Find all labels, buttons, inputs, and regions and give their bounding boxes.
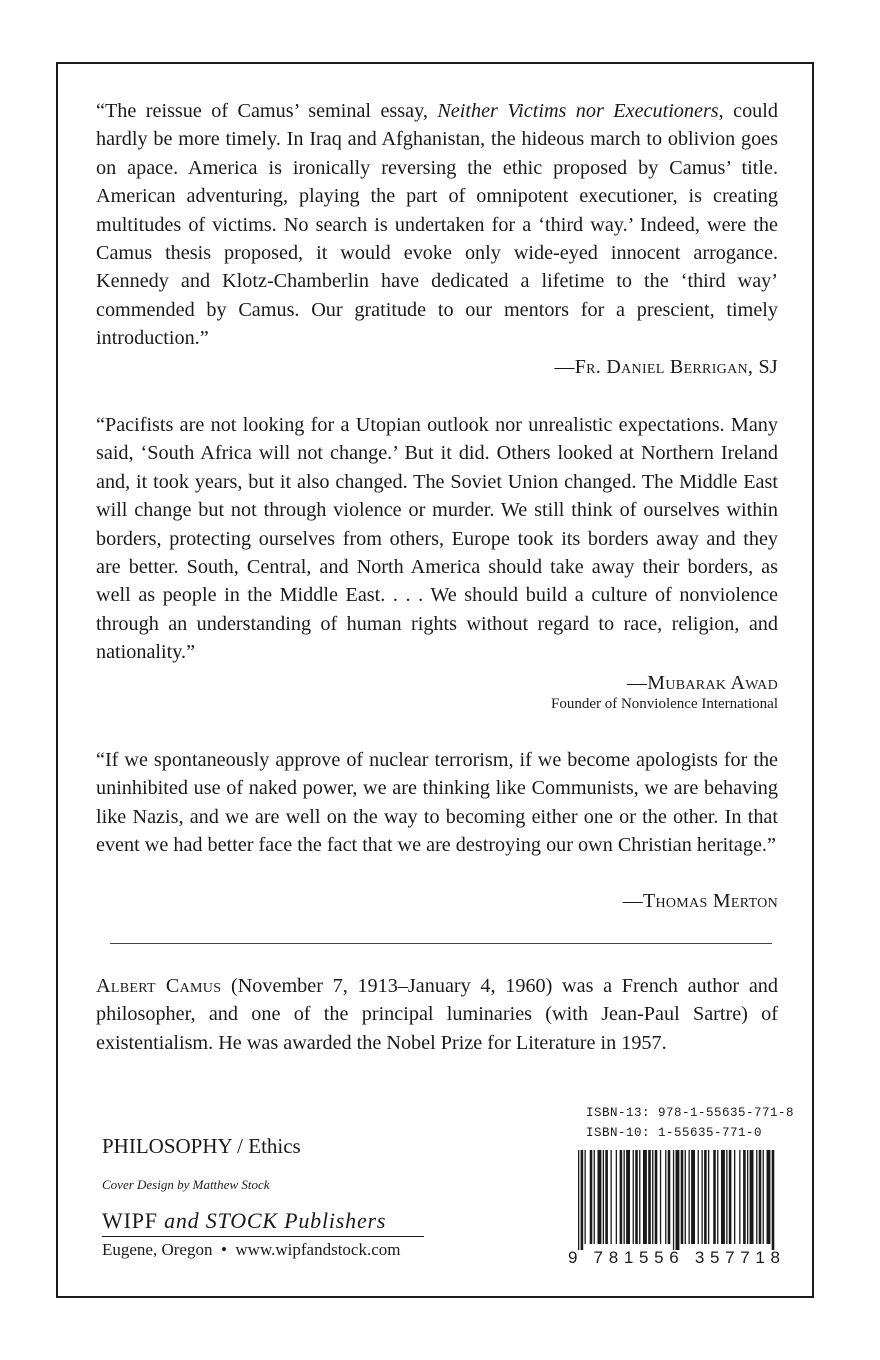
barcode-bar <box>603 1150 604 1244</box>
attribution-berrigan: —Fr. Daniel Berrigan, SJ <box>554 356 778 378</box>
barcode-bar <box>734 1150 735 1244</box>
isbn-10: ISBN-10: 1-55635-771-0 <box>586 1126 763 1140</box>
quote-berrigan-text-start: “The reissue of Camus’ seminal essay, <box>96 100 438 122</box>
barcode-bars <box>578 1150 774 1250</box>
author-name: Albert Camus <box>96 975 222 997</box>
barcode-bar <box>611 1150 612 1244</box>
barcode-bar <box>698 1150 699 1244</box>
barcode-bar <box>624 1150 625 1244</box>
barcode-bar <box>747 1150 748 1244</box>
barcode-bar <box>655 1150 658 1244</box>
barcode-bar <box>668 1150 671 1244</box>
barcode-bar <box>743 1150 746 1244</box>
barcode-bar <box>685 1150 686 1244</box>
barcode <box>568 1150 780 1268</box>
barcode-bar <box>626 1150 630 1244</box>
barcode-bar <box>590 1150 593 1244</box>
barcode-bar <box>717 1150 718 1244</box>
barcode-bar <box>729 1150 732 1244</box>
barcode-bar <box>708 1150 709 1244</box>
barcode-bar <box>689 1150 690 1244</box>
barcode-bar <box>704 1150 707 1244</box>
barcode-bar <box>594 1150 595 1244</box>
cover-design-credit: Cover Design by Matthew Stock <box>102 1177 270 1192</box>
quote-merton <box>96 746 778 860</box>
barcode-bar <box>726 1150 727 1244</box>
barcode-bar <box>713 1150 716 1244</box>
barcode-bar <box>660 1150 661 1244</box>
author-bio-text: (November 7, 1913–January 4, 1960) was a French author and philosopher, and one of the principal luminaries (with Jean-Paul Sartre) of existentialism. He was awarded the Nobel Prize for Literature in 1957. <box>96 975 778 1054</box>
barcode-bar <box>605 1150 608 1244</box>
attribution-awad: —Mubarak Awad <box>626 672 778 694</box>
barcode-bar <box>581 1150 584 1250</box>
barcode-bar <box>639 1150 640 1244</box>
isbn-13: ISBN-13: 978-1-55635-771-8 <box>586 1106 795 1120</box>
publisher-name <box>102 1208 424 1237</box>
barcode-bar <box>702 1150 703 1244</box>
barcode-bar <box>616 1150 617 1244</box>
barcode-bar <box>598 1150 602 1244</box>
publisher-name-part2: STOCK Publishers <box>199 1208 387 1233</box>
barcode-bar <box>578 1150 579 1250</box>
quote-awad-text: “Pacifists are not looking for a Utopian outlook nor unrealistic expectations. Many said, ‘South Africa will not change.’ But it did. Others looked at Northern Ireland and, it took years, but it also changed. The Soviet Union changed. The Middle East will change but not through violence or murder. We still think of ourselves within borders, protecting ourselves from others, Europe took its borders away and they are better. South, Central, and North America should take away their borders, as well as people in the Middle East. . . . We should build a culture of nonviolence through an understanding of human rights without regard to race, religion, and nationality.” <box>96 414 778 664</box>
barcode-bar <box>633 1150 634 1244</box>
publisher-location: Eugene, Oregon • www.wipfandstock.com <box>102 1240 401 1259</box>
quote-berrigan <box>96 97 778 353</box>
barcode-bar <box>643 1150 647 1244</box>
barcode-bar <box>721 1150 725 1244</box>
barcode-bar <box>750 1150 754 1244</box>
publisher-name-and: and <box>164 1208 200 1233</box>
barcode-bar <box>739 1150 740 1244</box>
barcode-digits: 9 781556 357718 <box>568 1248 780 1267</box>
category-label: PHILOSOPHY / Ethics <box>102 1134 301 1158</box>
barcode-bar <box>620 1150 623 1244</box>
essay-title: Neither Victims nor Executioners <box>437 100 719 122</box>
barcode-bar <box>665 1150 666 1244</box>
barcode-bar <box>648 1150 651 1244</box>
author-bio <box>96 972 778 1057</box>
attribution-merton: —Thomas Merton <box>622 890 778 912</box>
barcode-bar <box>759 1150 762 1244</box>
barcode-bar <box>635 1150 638 1244</box>
barcode-bar <box>772 1150 775 1250</box>
quote-berrigan-text-end: , could hardly be more timely. In Iraq and Afghanistan, the hideous march to oblivion goes on apace. America is ironically reversing the ethic proposed by Camus’ title. American adventuring, playing the part of omnipotent executioner, is creating multitudes of victims. No search is undertaken for a ‘third way.’ Indeed, were the Camus thesis proposed, it would evoke only wide-eyed innocent arrogance. Kennedy and Klotz-Chamberlin have dedicated a lifetime to the ‘third way’ commended by Camus. Our gratitude to our mentors for a prescient, timely introduction.” <box>96 100 778 350</box>
barcode-bar <box>763 1150 764 1244</box>
barcode-bar <box>652 1150 653 1244</box>
barcode-bar <box>676 1150 680 1250</box>
barcode-bar <box>585 1150 586 1244</box>
barcode-bar <box>767 1150 771 1244</box>
divider-rule <box>110 943 772 944</box>
barcode-bar <box>673 1150 674 1250</box>
publisher-name-part1: WIPF <box>102 1208 165 1233</box>
attribution-awad-subtitle: Founder of Nonviolence International <box>550 696 778 712</box>
barcode-bar <box>691 1150 695 1244</box>
quote-merton-text: “If we spontaneously approve of nuclear terrorism, if we become apologists for the uninhibited use of naked power, we are thinking like Communists, we are behaving like Nazis, and we are well on the way to becoming either one or the other. In that event we had better face the fact that we are destroying our own Christian heritage.” <box>96 749 778 857</box>
barcode-bar <box>756 1150 757 1244</box>
barcode-bar <box>681 1150 684 1244</box>
quote-awad <box>96 411 778 667</box>
